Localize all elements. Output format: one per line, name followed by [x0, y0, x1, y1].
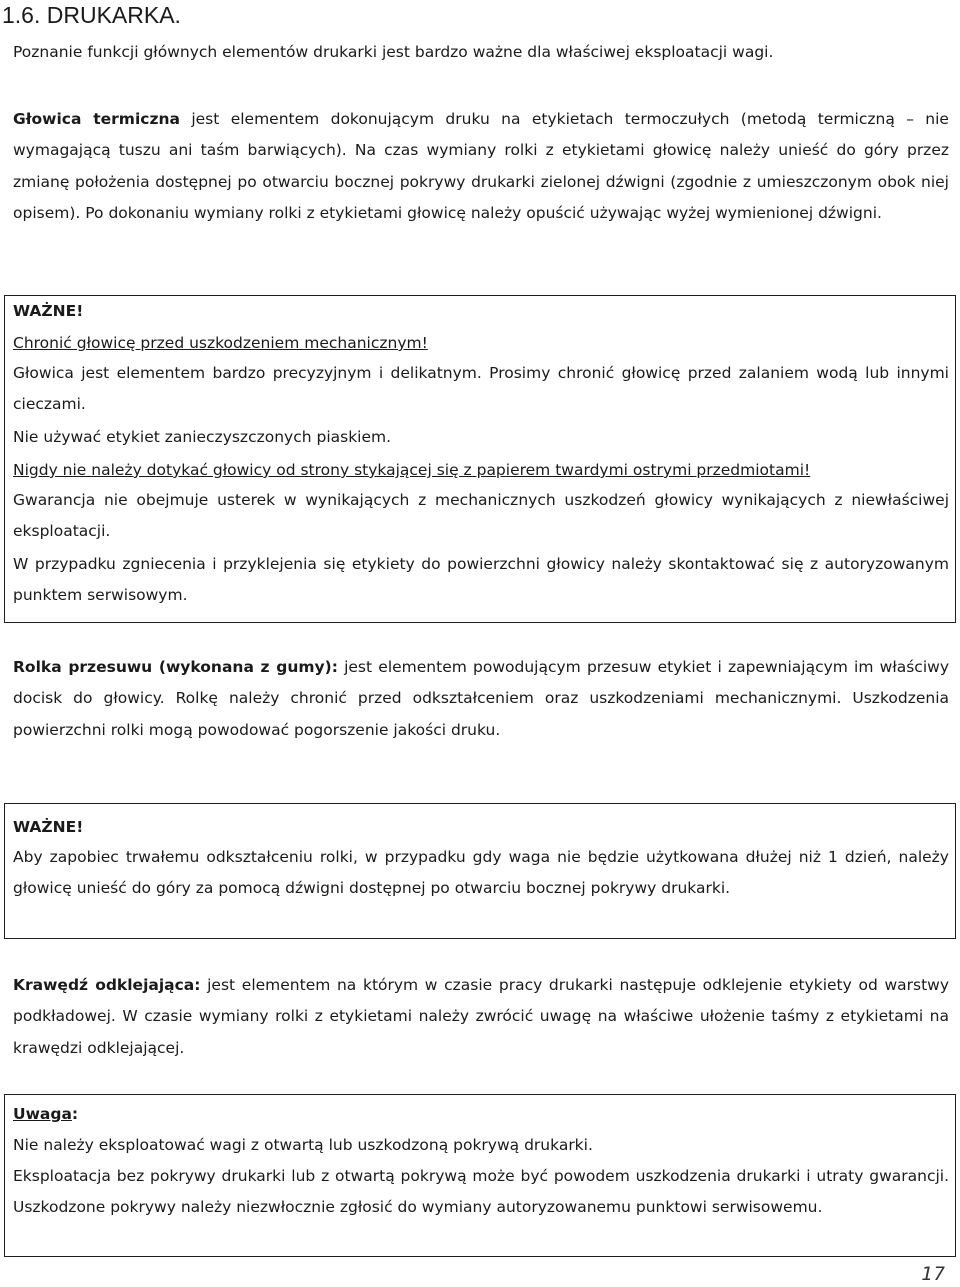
rolka-text: jest elementem powodującym przesuw etykiet i zapewniającym im właściwy docisk do głowicy. Rolkę należy chronić przed odkształceniem oraz uszkodzeniami mechanicznymi. Uszkodzenia powierzchni rolki mogą powodować pogorszenie jakości druku.: [13, 658, 949, 739]
warning-line-sand: Nie używać etykiet zanieczyszczonych piaskiem.: [13, 428, 392, 446]
important-heading-2: WAŻNE!: [13, 818, 84, 836]
uwaga-box: [4, 1094, 956, 1257]
uwaga-heading: [13, 1105, 78, 1123]
rolka-paragraph: [13, 652, 949, 746]
rolka-warning-text: Aby zapobiec trwałemu odkształceniu rolki, w przypadku gdy waga nie będzie użytkowana dłużej niż 1 dzień, należy głowicę unieść do góry za pomocą dźwigni dostępnej po otwarciu bocznej pokrywy drukarki.: [13, 848, 949, 898]
warning-paragraph-warranty: Gwarancja nie obejmuje usterek w wynikających z mechanicznych uszkodzeń głowicy wynikających z niewłaściwej eksploatacji.: [13, 491, 949, 541]
section-heading: 1.6. DRUKARKA.: [2, 2, 181, 28]
warning-paragraph-service: W przypadku zgniecenia i przyklejenia się etykiety do powierzchni głowicy należy skontaktować się z autoryzowanym punktem serwisowym.: [13, 555, 949, 605]
warning-line-sharp: Nigdy nie należy dotykać głowicy od strony stykającej się z papierem twardymi ostrymi przedmiotami!: [13, 461, 811, 479]
glowica-paragraph: [13, 104, 949, 229]
warning-line-protect: Chronić głowicę przed uszkodzeniem mechanicznym!: [13, 334, 428, 352]
important-heading: WAŻNE!: [13, 302, 84, 320]
page-number: 17: [921, 1263, 946, 1285]
warning-paragraph-precision: Głowica jest elementem bardzo precyzyjnym i delikatnym. Prosimy chronić głowicę przed zalaniem wodą lub innymi cieczami.: [13, 364, 949, 414]
important-box-rolka: [4, 803, 956, 939]
intro-text: Poznanie funkcji głównych elementów drukarki jest bardzo ważne dla właściwej eksploatacji wagi.: [13, 43, 774, 61]
uwaga-paragraph-operation: Eksploatacja bez pokrywy drukarki lub z otwartą pokrywą może być powodem uszkodzenia drukarki i utraty gwarancji. Uszkodzone pokrywy należy niezwłocznie zgłosić do wymiany autoryzowanemu punktowi serwisowemu.: [13, 1167, 949, 1217]
krawedz-term: Krawędź odklejająca:: [13, 976, 201, 994]
krawedz-paragraph: [13, 970, 949, 1064]
important-box-glowica: [4, 295, 956, 623]
glowica-text: jest elementem dokonującym druku na etykietach termoczułych (metodą termiczną – nie wymagającą tuszu ani taśm barwiących). Na czas wymiany rolki z etykietami głowicę należy unieść do góry przez zmianę położenia dostępnej po otwarciu bocznej pokrywy drukarki zielonej dźwigni (zgodnie z umieszczonym obok niej opisem). Po dokonaniu wymiany rolki z etykietami głowicę należy opuścić używając wyżej wymienionej dźwigni.: [13, 110, 949, 222]
uwaga-heading-word: Uwaga: [13, 1105, 72, 1123]
uwaga-heading-colon: :: [71, 1105, 79, 1123]
krawedz-text: jest elementem na którym w czasie pracy drukarki następuje odklejenie etykiety od warstwy podkładowej. W czasie wymiany rolki z etykietami należy zwrócić uwagę na właściwe ułożenie taśmy z etykietami na krawędzi odklejającej.: [13, 976, 949, 1057]
rolka-term: Rolka przesuwu (wykonana z gumy):: [13, 658, 338, 676]
uwaga-line-cover: Nie należy eksploatować wagi z otwartą lub uszkodzoną pokrywą drukarki.: [13, 1136, 593, 1154]
glowica-term: Głowica termiczna: [13, 110, 180, 128]
